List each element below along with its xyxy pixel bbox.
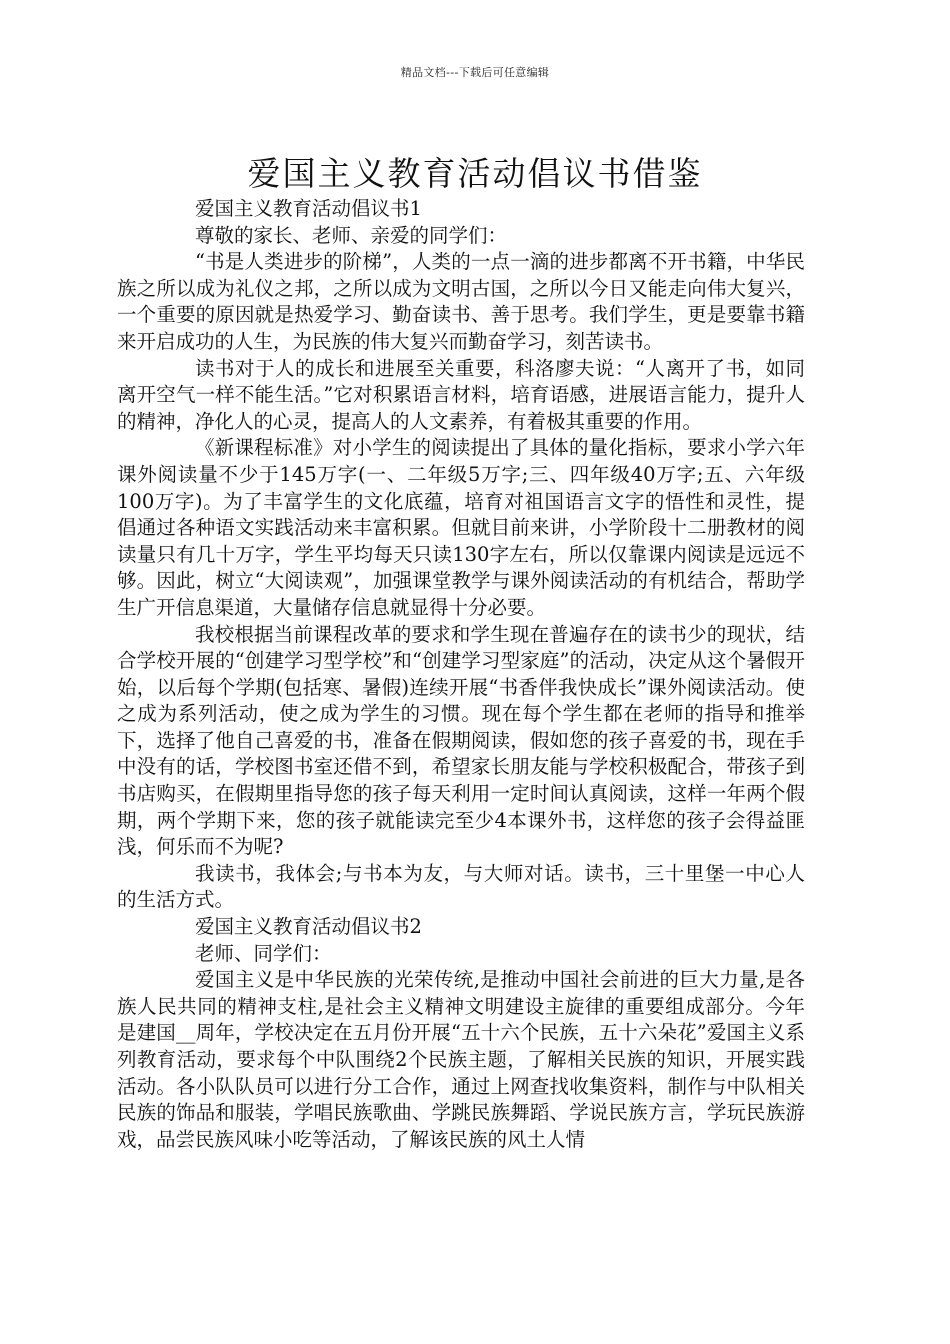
body-paragraph: 我校根据当前课程改革的要求和学生现在普遍存在的读书少的现状，结合学校开展的“创建学习型学校”和“创建学习型家庭”的活动，决定从这个暑假开始，以后每个学期(包括寒、暑假)连续开展“书香伴我快成长”课外阅读活动。使之成为系列活动，使之成为学生的习惯。现在每个学生都在老师的指导和推举下，选择了他自己喜爱的书，准备在假期阅读，假如您的孩子喜爱的书，现在手中没有的话，学校图书室还借不到，希望家长朋友能与学校积极配合，带孩子到书店购买，在假期里指导您的孩子每天利用一定时间认真阅读，这样一年两个假期，两个学期下来，您的孩子就能读完至少4本课外书，这样您的孩子会得益匪浅，何乐而不为呢?	[117, 622, 805, 859]
document-title: 爱国主义教育活动倡议书借鉴	[247, 154, 703, 194]
body-paragraph: 《新课程标准》对小学生的阅读提出了具体的量化指标，要求小学六年课外阅读量不少于145万字(一、二年级5万字;三、四年级40万字;五、六年级100万字)。为了丰富学生的文化底蕴，培育对祖国语言文字的悟性和灵性，提倡通过各种语文实践活动来丰富积累。但就目前来讲，小学阶段十二册教材的阅读量只有几十万字，学生平均每天只读130字左右，所以仅靠课内阅读是远远不够。因此，树立“大阅读观”，加强课堂教学与课外阅读活动的有机结合，帮助学生广开信息渠道，大量储存信息就显得十分必要。	[117, 436, 805, 619]
document-body	[117, 196, 805, 1153]
salutation-2: 老师、同学们：	[195, 941, 332, 965]
salutation-1: 尊敬的家长、老师、亲爱的同学们：	[195, 223, 508, 247]
section-heading-2: 爱国主义教育活动倡议书2	[195, 915, 422, 939]
section-heading-1: 爱国主义教育活动倡议书1	[195, 197, 422, 220]
body-paragraph: 读书对于人的成长和进展至关重要，科洛廖夫说：“人离开了书，如同离开空气一样不能生活。”它对积累语言材料，培育语感，进展语言能力，提升人的精神，净化人的心灵，提高人的人文素养，有着极其重要的作用。	[117, 356, 805, 433]
body-paragraph: 爱国主义是中华民族的光荣传统,是推动中国社会前进的巨大力量,是各族人民共同的精神支柱,是社会主义精神文明建设主旋律的重要组成部分。今年是建国__周年，学校决定在五月份开展“五十六个民族，五十六朵花”爱国主义系列教育活动，要求每个中队围绕2个民族主题，了解相关民族的知识，开展实践活动。各小队队员可以进行分工合作，通过上网查找收集资料，制作与中队相关民族的饰品和服装，学唱民族歌曲、学跳民族舞蹈、学说民族方言，学玩民族游戏，品尝民族风味小吃等活动，了解该民族的风土人情	[117, 968, 805, 1151]
page-header-note: 精品文档---下载后可任意编辑	[400, 66, 550, 79]
body-paragraph: “书是人类进步的阶梯”，人类的一点一滴的进步都离不开书籍，中华民族之所以成为礼仪之邦，之所以成为文明古国，之所以今日又能走向伟大复兴，一个重要的原因就是热爱学习、勤奋读书、善于思考。我们学生，更是要靠书籍来开启成功的人生，为民族的伟大复兴而勤奋学习，刻苦读书。	[117, 250, 805, 353]
body-paragraph: 我读书，我体会;与书本为友，与大师对话。读书，三十里堡一中心人的生活方式。	[117, 861, 805, 912]
